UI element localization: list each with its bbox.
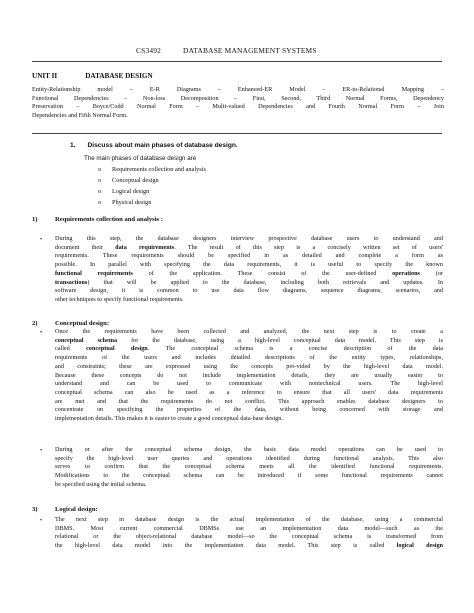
phase-label: Physical design [112,199,152,206]
section-number: 3) [32,506,38,513]
unit-heading [32,72,153,80]
syllabus-paragraph [32,86,444,120]
phase-bullet: o [98,177,102,184]
text-line [55,345,443,354]
section-number: 1) [32,216,38,223]
bold-term: transactions [55,278,88,286]
bold-term: data requirements [115,243,175,251]
text-line: The next step in database design is the actual implementation of the database, using a commercial [55,516,443,523]
unit-number: UNIT II [32,72,58,80]
text-run: called [55,345,87,353]
text-line: are met and that the requirements do not conflict. This approach enables database designers to [55,397,443,405]
text-line [55,270,443,279]
section-heading-conceptual [32,320,109,327]
bold-term: functional requirements [55,269,133,277]
text-line: implementation details. This makes it is easier to create a good conceptual data-base design. [55,415,283,423]
question-number: 1. [70,142,76,149]
phase-label: Logical design [112,188,150,195]
syllabus-line: Dependencies and Fifth Normal Form. [32,111,128,119]
text-line: serves to confirm that the conceptual schema meets all the identified functional requirements. [55,463,443,471]
text-line: relational or the object-relational database model—so the conceptual schema is transformed from [55,533,443,541]
bold-term: operations [392,269,420,277]
syllabus-rule [32,133,442,134]
phase-label: Conceptual design [112,177,159,184]
bullet: • [40,330,43,336]
section-title: Logical design: [55,506,98,513]
question-heading [70,142,238,149]
bold-term: conceptual design [86,345,148,353]
text-line: other techniques to specify functional requirements. [55,295,184,303]
text-line [55,279,443,288]
section-number: 2) [32,320,38,327]
phase-item [98,188,149,195]
text-run: document their [55,243,116,251]
phase-bullet: o [98,199,102,206]
syllabus-line: Functional Dependencies – Non-loss Decomposition – First, Second, Third Normal Forms, Dependency [32,94,444,102]
text-line [55,542,443,551]
text-line [55,337,443,346]
text-line: understand and can be used to communicate with nontechnical users. The high-level [55,380,443,388]
requirements-paragraph [55,235,443,305]
bold-term: conceptual schema [55,336,118,344]
conceptual-paragraph-1 [55,328,443,424]
text-run: . The conceptual schema is a concise description of the data [147,345,443,353]
header-rule [32,61,442,62]
text-line: and constraints; these are expressed using the concepts pro-vided by the high-level data model. [55,362,443,370]
text-line: conceptual schema can also be used as a reference to ensure that all users' data requirements [55,388,443,396]
phase-label: Requirements collection and analysis [112,166,206,173]
text-line [55,244,443,253]
text-line: specify the high-level user queries and operations identified during functional analysis. This also [55,454,443,462]
text-line: requirements of the users and includes detailed descriptions of the entity types, relationships, [55,354,443,362]
text-run: of the application. These consist of the user-defined [132,269,393,277]
section-title: Conceptual design: [55,320,110,327]
bold-term: logical design [396,542,443,550]
logical-paragraph [55,516,443,551]
phase-item [98,166,206,173]
unit-title: DATABASE DESIGN [85,72,153,80]
syllabus-line: Preservation – Boyce/Codd Normal Form – Multi-valued Dependencies and Fourth Normal Form – Join [32,103,444,111]
phase-bullet: o [98,188,102,195]
course-code: CS3492 [136,46,162,55]
section-heading-requirements [32,216,163,223]
phase-item [98,199,151,206]
bullet: • [40,518,43,524]
page-header [136,46,317,55]
text-run: for the database, using a high-level conceptual data model. This step is [117,336,443,344]
text-line: Once the requirements have been collected and analyzed, the next step is to create a [55,328,443,335]
text-line: requirements. These requirements should be specified in as detailed and complete a form as [55,252,443,260]
phases-intro: The main phases of database design are [84,155,197,162]
bullet: • [40,448,43,454]
text-line: Because these concepts do not include implementation details, they are usually easier to [55,371,443,379]
text-line: software design, it is common to use data flow diagrams, sequence diagrams, scenarios, and [55,287,443,295]
bullet: • [40,237,43,243]
text-run: ) that will be applied to the database, including both retrievals and updates. In [87,278,443,286]
text-line: concentrate on specifying the properties of the data, without being concerned with storage and [55,406,443,414]
text-line: possible. In parallel with specifying the data requirements, it is useful to specify the known [55,261,443,269]
conceptual-paragraph-2 [55,446,443,490]
text-line: During or after the conceptual schema design, the basic data model operations can be used to [55,446,443,453]
text-line: DBMS. Most current commercial DBMSs use an implementation data model—such as the [55,524,443,532]
section-heading-logical [32,506,98,513]
syllabus-line: Entity-Relationship model – E-R Diagrams – Enhanced-ER Model – ER-to-Relational Mapping – [32,86,444,93]
text-line: Modifications to the conceptual schema can be introduced if some functional requirements cannot [55,472,443,480]
text-run: . The result of this step is a concisely written set of users' [174,243,443,251]
phase-bullet: o [98,166,102,173]
text-line: be specified using the initial schema. [55,480,147,488]
text-run: the high-level data model into the implementation data model. This step is called [55,542,397,550]
course-title: DATABASE MANAGEMENT SYSTEMS [183,46,317,55]
text-line: During this step, the database designers interview prospective database users to understand and [55,235,443,242]
question-text: Discuss about main phases of database design. [87,142,238,149]
text-run: (or [419,269,443,277]
phase-item [98,177,159,184]
section-title: Requirements collection and analysis : [55,216,163,223]
